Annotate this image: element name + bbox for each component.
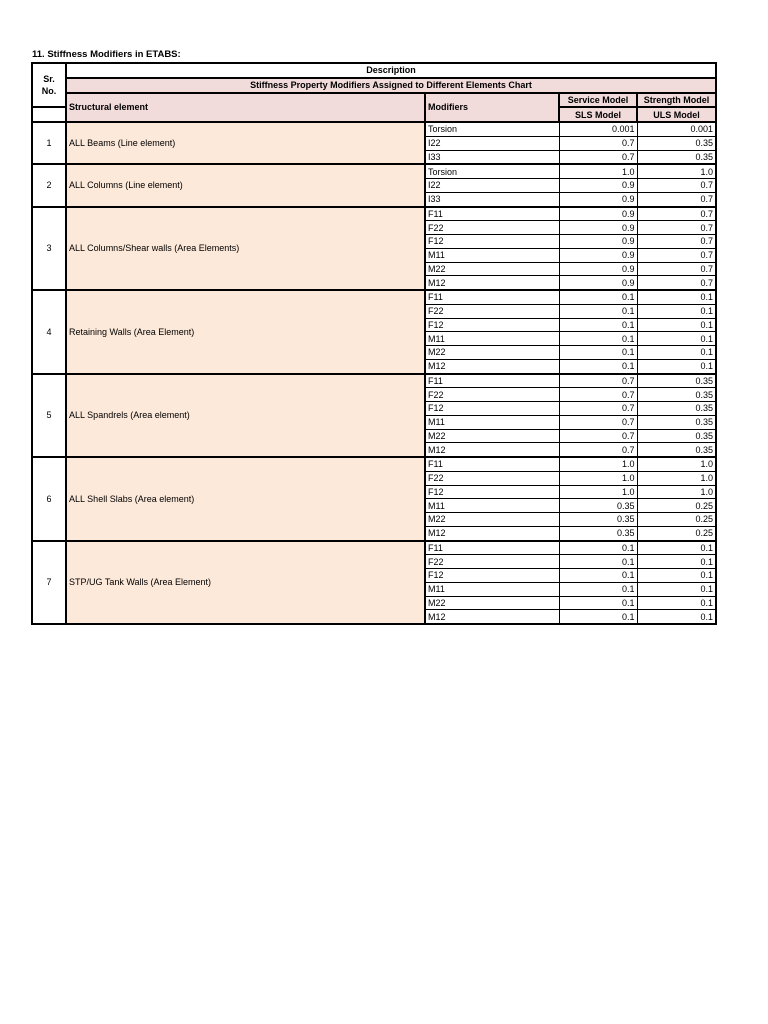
modifier-cell: F11 <box>425 207 559 221</box>
sls-value-cell: 0.1 <box>559 610 637 624</box>
sls-value-cell: 1.0 <box>559 471 637 485</box>
header-row-description <box>32 63 716 78</box>
sr-no-cell: 4 <box>32 290 66 374</box>
uls-value-cell: 0.1 <box>637 318 716 332</box>
modifier-cell: M11 <box>425 582 559 596</box>
sls-value-cell: 1.0 <box>559 457 637 471</box>
sls-value-cell: 0.35 <box>559 499 637 513</box>
uls-value-cell: 0.35 <box>637 374 716 388</box>
uls-value-cell: 1.0 <box>637 457 716 471</box>
sls-value-cell: 0.7 <box>559 150 637 164</box>
header-sr-no-spacer <box>32 107 66 122</box>
header-uls-model: ULS Model <box>637 107 716 122</box>
modifier-cell: F22 <box>425 555 559 569</box>
modifier-cell: F11 <box>425 374 559 388</box>
uls-value-cell: 0.35 <box>637 402 716 416</box>
stiffness-modifiers-table <box>31 62 717 625</box>
sls-value-cell: 0.9 <box>559 221 637 235</box>
sls-value-cell: 0.35 <box>559 513 637 527</box>
sr-no-cell: 7 <box>32 541 66 625</box>
sls-value-cell: 0.1 <box>559 290 637 304</box>
header-strength-model: Strength Model <box>637 93 716 108</box>
sls-value-cell: 0.1 <box>559 304 637 318</box>
sls-value-cell: 0.9 <box>559 262 637 276</box>
uls-value-cell: 0.1 <box>637 290 716 304</box>
sls-value-cell: 0.9 <box>559 248 637 262</box>
uls-value-cell: 0.7 <box>637 276 716 290</box>
modifier-cell: F12 <box>425 569 559 583</box>
sls-value-cell: 0.7 <box>559 415 637 429</box>
uls-value-cell: 1.0 <box>637 485 716 499</box>
table-row <box>32 541 716 555</box>
header-sr-no: Sr. No. <box>32 63 66 107</box>
modifier-cell: F22 <box>425 221 559 235</box>
modifier-cell: I22 <box>425 136 559 150</box>
sls-value-cell: 0.7 <box>559 402 637 416</box>
uls-value-cell: 0.7 <box>637 192 716 206</box>
structural-element-cell: ALL Shell Slabs (Area element) <box>66 457 425 541</box>
uls-value-cell: 0.35 <box>637 429 716 443</box>
modifier-cell: F22 <box>425 471 559 485</box>
sls-value-cell: 0.1 <box>559 555 637 569</box>
sls-value-cell: 0.1 <box>559 541 637 555</box>
uls-value-cell: 0.1 <box>637 610 716 624</box>
uls-value-cell: 0.25 <box>637 526 716 540</box>
sls-value-cell: 0.1 <box>559 596 637 610</box>
uls-value-cell: 1.0 <box>637 164 716 178</box>
uls-value-cell: 0.7 <box>637 248 716 262</box>
uls-value-cell: 0.35 <box>637 415 716 429</box>
table-row <box>32 374 716 388</box>
uls-value-cell: 0.35 <box>637 443 716 457</box>
uls-value-cell: 0.25 <box>637 513 716 527</box>
structural-element-cell: ALL Columns (Line element) <box>66 164 425 206</box>
table-row <box>32 290 716 304</box>
table-header <box>32 63 716 122</box>
uls-value-cell: 0.7 <box>637 235 716 249</box>
sls-value-cell: 0.7 <box>559 374 637 388</box>
modifier-cell: M22 <box>425 513 559 527</box>
sr-no-cell: 1 <box>32 122 66 164</box>
uls-value-cell: 0.7 <box>637 179 716 193</box>
uls-value-cell: 0.1 <box>637 555 716 569</box>
header-row-chart-title <box>32 78 716 93</box>
sls-value-cell: 0.7 <box>559 443 637 457</box>
sr-no-cell: 6 <box>32 457 66 541</box>
sls-value-cell: 0.35 <box>559 526 637 540</box>
modifier-cell: M12 <box>425 526 559 540</box>
modifier-cell: M22 <box>425 346 559 360</box>
modifier-cell: F12 <box>425 318 559 332</box>
modifier-cell: F12 <box>425 402 559 416</box>
modifier-cell: I22 <box>425 179 559 193</box>
header-modifiers: Modifiers <box>425 93 559 123</box>
sls-value-cell: 0.1 <box>559 569 637 583</box>
sls-value-cell: 0.9 <box>559 179 637 193</box>
modifier-cell: F11 <box>425 290 559 304</box>
header-row-columns <box>32 93 716 108</box>
sr-no-cell: 3 <box>32 207 66 291</box>
uls-value-cell: 0.7 <box>637 262 716 276</box>
uls-value-cell: 0.1 <box>637 596 716 610</box>
sls-value-cell: 0.1 <box>559 318 637 332</box>
uls-value-cell: 0.1 <box>637 569 716 583</box>
header-chart-title: Stiffness Property Modifiers Assigned to Different Elements Chart <box>66 78 716 93</box>
modifier-cell: M12 <box>425 276 559 290</box>
uls-value-cell: 0.1 <box>637 541 716 555</box>
uls-value-cell: 0.35 <box>637 136 716 150</box>
modifier-cell: F22 <box>425 304 559 318</box>
uls-value-cell: 0.35 <box>637 150 716 164</box>
header-service-model: Service Model <box>559 93 637 108</box>
header-description: Description <box>66 63 716 78</box>
modifier-cell: F12 <box>425 235 559 249</box>
modifier-cell: M22 <box>425 596 559 610</box>
modifier-cell: F11 <box>425 457 559 471</box>
modifier-cell: M11 <box>425 248 559 262</box>
table-row <box>32 122 716 136</box>
sr-no-cell: 5 <box>32 374 66 458</box>
modifier-cell: M12 <box>425 359 559 373</box>
modifier-cell: M12 <box>425 610 559 624</box>
structural-element-cell: ALL Beams (Line element) <box>66 122 425 164</box>
modifier-cell: F11 <box>425 541 559 555</box>
uls-value-cell: 0.1 <box>637 332 716 346</box>
modifier-cell: M22 <box>425 262 559 276</box>
uls-value-cell: 0.7 <box>637 207 716 221</box>
table-row <box>32 207 716 221</box>
modifier-cell: I33 <box>425 192 559 206</box>
sls-value-cell: 0.9 <box>559 192 637 206</box>
sr-no-cell: 2 <box>32 164 66 206</box>
modifier-cell: F12 <box>425 485 559 499</box>
modifier-cell: M11 <box>425 415 559 429</box>
sls-value-cell: 0.7 <box>559 136 637 150</box>
modifier-cell: Torsion <box>425 122 559 136</box>
uls-value-cell: 0.1 <box>637 346 716 360</box>
sls-value-cell: 0.1 <box>559 359 637 373</box>
uls-value-cell: 0.7 <box>637 221 716 235</box>
sls-value-cell: 0.001 <box>559 122 637 136</box>
modifier-cell: M22 <box>425 429 559 443</box>
modifier-cell: I33 <box>425 150 559 164</box>
sls-value-cell: 0.1 <box>559 332 637 346</box>
uls-value-cell: 0.1 <box>637 582 716 596</box>
uls-value-cell: 1.0 <box>637 471 716 485</box>
structural-element-cell: Retaining Walls (Area Element) <box>66 290 425 374</box>
sls-value-cell: 0.9 <box>559 235 637 249</box>
modifier-cell: F22 <box>425 388 559 402</box>
table-row <box>32 457 716 471</box>
page-heading: 11. Stiffness Modifiers in ETABS: <box>32 49 181 60</box>
table-row <box>32 164 716 178</box>
modifier-cell: M11 <box>425 332 559 346</box>
sls-value-cell: 0.9 <box>559 207 637 221</box>
modifier-cell: Torsion <box>425 164 559 178</box>
modifier-cell: M12 <box>425 443 559 457</box>
table-body <box>32 122 716 624</box>
uls-value-cell: 0.001 <box>637 122 716 136</box>
structural-element-cell: STP/UG Tank Walls (Area Element) <box>66 541 425 625</box>
modifier-cell: M11 <box>425 499 559 513</box>
uls-value-cell: 0.1 <box>637 359 716 373</box>
sls-value-cell: 0.7 <box>559 429 637 443</box>
sls-value-cell: 1.0 <box>559 164 637 178</box>
uls-value-cell: 0.35 <box>637 388 716 402</box>
sls-value-cell: 0.1 <box>559 346 637 360</box>
sls-value-cell: 0.7 <box>559 388 637 402</box>
structural-element-cell: ALL Columns/Shear walls (Area Elements) <box>66 207 425 291</box>
uls-value-cell: 0.25 <box>637 499 716 513</box>
uls-value-cell: 0.1 <box>637 304 716 318</box>
header-structural-element: Structural element <box>66 93 425 123</box>
sls-value-cell: 1.0 <box>559 485 637 499</box>
sls-value-cell: 0.9 <box>559 276 637 290</box>
sls-value-cell: 0.1 <box>559 582 637 596</box>
structural-element-cell: ALL Spandrels (Area element) <box>66 374 425 458</box>
header-sls-model: SLS Model <box>559 107 637 122</box>
